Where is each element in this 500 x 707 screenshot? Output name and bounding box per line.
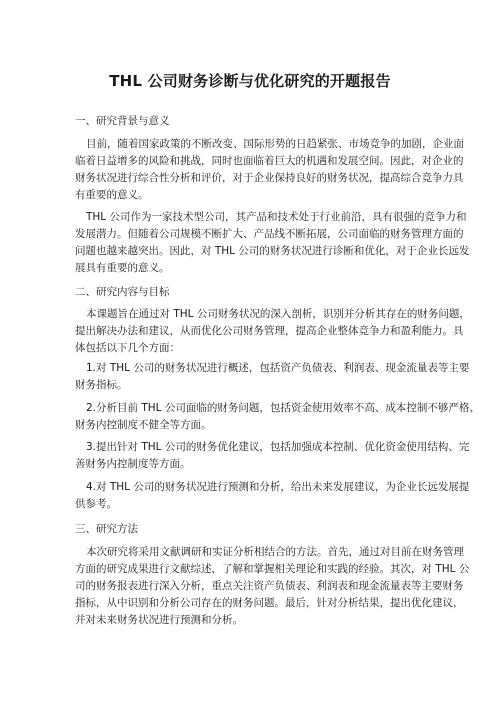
text-line: 体包括以下几个方面： xyxy=(75,342,180,354)
text-line: 提出解决办法和建议，从而优化公司财务管理，提高企业整体竞争力和盈利能力。具 xyxy=(75,325,464,337)
text-line: 财务状况进行综合性分析和评价，对于企业保持良好的财务状况，提高综合竞争力具 xyxy=(75,172,464,184)
list-item-3 xyxy=(75,439,470,473)
list-item-4 xyxy=(75,479,470,513)
text-line: 发展潜力。但随着公司规模不断扩大、产品线不断拓展，公司面临的财务管理方面的 xyxy=(75,228,464,240)
text-line: 展具有重要的意义。 xyxy=(75,262,170,274)
text-line: 临着日益增多的风险和挑战，同时也面临着巨大的机遇和发展空间。因此，对企业的 xyxy=(75,155,464,167)
text-line: 财务指标。 xyxy=(75,379,128,391)
list-item-2 xyxy=(75,400,480,434)
list-item-1 xyxy=(75,360,470,394)
text-line: 善财务内控制度等方面。 xyxy=(75,458,191,470)
text-line: 指标，从中识别和分析公司存在的财务问题。最后，针对分析结果，提出优化建议， xyxy=(75,597,464,609)
text-line: 1.对 THL 公司的财务状况进行概述，包括资产负债表、利润表、现金流量表等主要 xyxy=(86,362,470,374)
text-line: 2.分析目前 THL 公司面临的财务问题，包括资金使用效率不高、成本控制不够严格、 xyxy=(86,402,480,414)
text-line: THL 公司作为一家技术型公司，其产品和技术处于行业前沿，具有很强的竞争力和 xyxy=(86,211,467,223)
document-title: THL 公司财务诊断与优化研究的开题报告 xyxy=(109,72,391,90)
paragraph-background-1 xyxy=(75,136,464,204)
section-heading-background: 一、研究背景与意义 xyxy=(75,115,170,127)
paragraph-background-2 xyxy=(75,209,470,277)
text-line: 司的财务报表进行深入分析，重点关注资产负债表、利润表和现金流量表等主要财务 xyxy=(75,580,464,592)
text-line: 供参考。 xyxy=(75,498,117,510)
section-heading-content-goals: 二、研究内容与目标 xyxy=(75,286,170,298)
text-line: 本课题旨在通过对 THL 公司财务状况的深入剖析，识别并分析其存在的财务问题， xyxy=(86,308,470,320)
paragraph-content-intro xyxy=(75,306,470,357)
text-line: 问题也越来越突出。因此，对 THL 公司的财务状况进行诊断和优化，对于企业长远发 xyxy=(75,245,470,257)
paragraph-methods xyxy=(75,544,470,629)
text-line: 方面的研究成果进行文献综述，了解和掌握相关理论和实践的经验。其次，对 THL 公 xyxy=(75,563,470,575)
text-line: 并对未来财务状况进行预测和分析。 xyxy=(75,614,243,626)
text-line: 目前，随着国家政策的不断改变、国际形势的日趋紧张、市场竞争的加剧，企业面 xyxy=(86,138,464,150)
text-line: 本次研究将采用文献调研和实证分析相结合的方法。首先，通过对目前在财务管理 xyxy=(86,546,464,558)
text-line: 4.对 THL 公司的财务状况进行预测和分析，给出未来发展建议，为企业长远发展提 xyxy=(86,481,470,493)
text-line: 财务内控制度不健全等方面。 xyxy=(75,419,212,431)
text-line: 3.提出针对 THL 公司的财务优化建议，包括加强成本控制、优化资金使用结构、完 xyxy=(86,441,470,453)
text-line: 有重要的意义。 xyxy=(75,189,149,201)
section-heading-methods: 三、研究方法 xyxy=(75,523,138,535)
